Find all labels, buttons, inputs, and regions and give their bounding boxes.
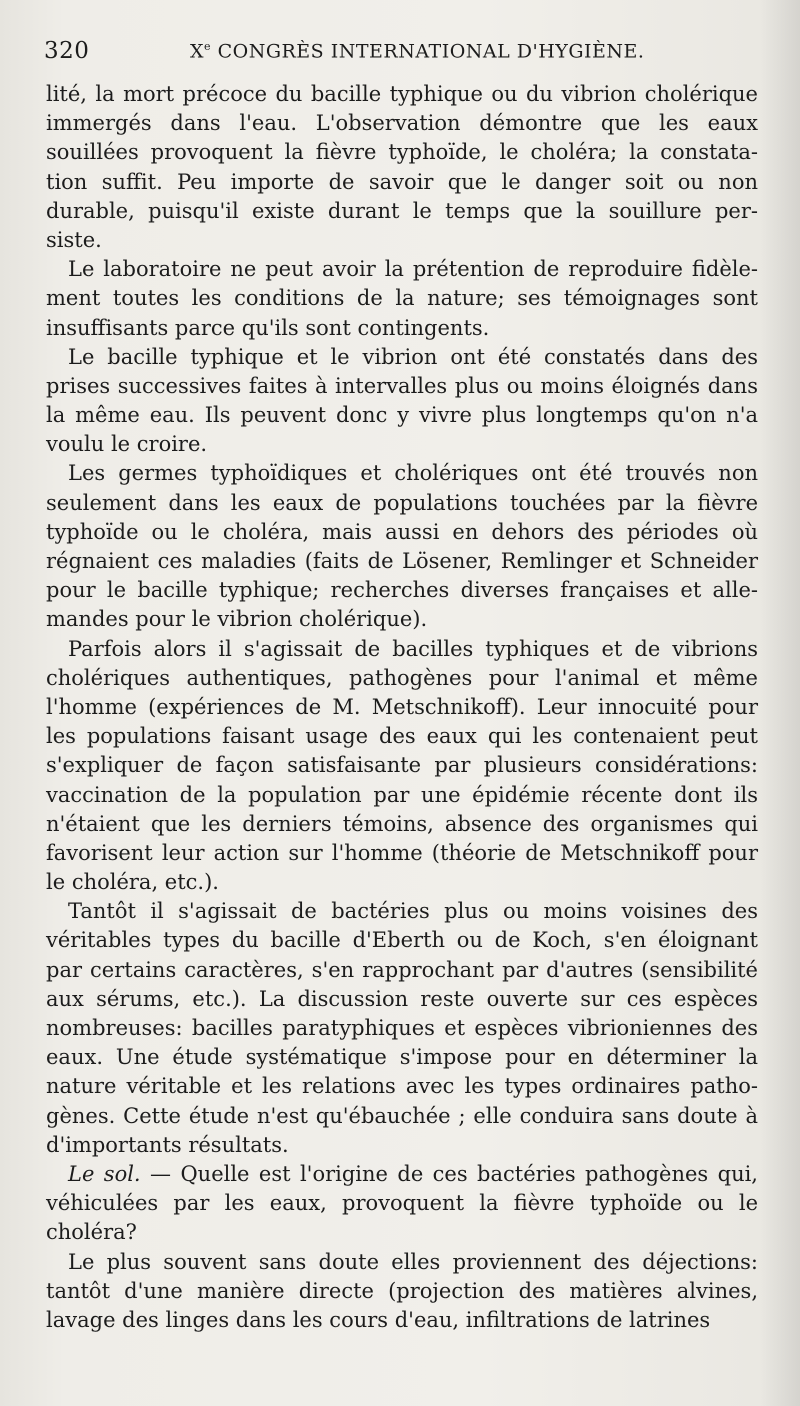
- text-line: aux sérums, etc.). La discussion reste ouverte sur ces espèces: [46, 986, 758, 1011]
- text-line: nature véritable et les relations avec les types ordinaires patho-: [46, 1074, 758, 1099]
- text-line: pour le bacille typhique; recherches diverses françaises et alle-: [46, 578, 758, 603]
- text-line: Tantôt il s'agissait de bactéries plus ou moins voisines des: [68, 899, 758, 924]
- text-line: voulu le croire.: [46, 432, 208, 457]
- section-title: Le sol.: [68, 1161, 141, 1186]
- text-line: le choléra, etc.).: [46, 870, 219, 895]
- text-line: insuffisants parce qu'ils sont contingents.: [46, 315, 490, 340]
- text-line: lavage des linges dans les cours d'eau, infiltrations de latrines: [46, 1307, 711, 1332]
- paragraph: [46, 1160, 758, 1248]
- running-head: [190, 40, 644, 62]
- text-line: tantôt d'une manière directe (projection des matières alvines,: [46, 1278, 758, 1303]
- text-line: les populations faisant usage des eaux qui les contenaient peut: [46, 724, 758, 749]
- text-line: régnaient ces maladies (faits de Lösener, Remlinger et Schneider: [46, 549, 758, 573]
- text-line: choléra?: [46, 1220, 137, 1245]
- paragraph: [46, 343, 758, 460]
- text-line: [46, 1160, 758, 1189]
- text-line: Le plus souvent sans doute elles proviennent des déjections:: [68, 1249, 758, 1274]
- text-line: s'expliquer de façon satisfaisante par plusieurs considérations:: [46, 753, 758, 778]
- text-line: Le bacille typhique et le vibrion ont été constatés dans des: [68, 344, 758, 369]
- text-line: l'homme (expériences de M. Metschnikoff). Leur innocuité pour: [46, 694, 758, 719]
- running-head-sup: e: [204, 40, 212, 53]
- text-line: véritables types du bacille d'Eberth ou de Koch, s'en éloignant: [46, 928, 758, 953]
- text-line: la même eau. Ils peuvent donc y vivre plus longtemps qu'on n'a: [46, 403, 758, 428]
- text-line: Le laboratoire ne peut avoir la prétention de reproduire fidèle-: [68, 257, 758, 282]
- text-line: d'importants résultats.: [46, 1132, 289, 1157]
- text-line: eaux. Une étude systématique s'impose pour en déterminer la: [46, 1045, 758, 1070]
- page-number: 320: [44, 38, 90, 64]
- text-line: seulement dans les eaux de populations touchées par la fièvre: [46, 490, 758, 515]
- running-head-text: CONGRÈS INTERNATIONAL D'HYGIÈNE.: [211, 40, 645, 63]
- text-line: lité, la mort précoce du bacille typhique ou du vibrion cholérique: [46, 82, 758, 106]
- paragraph: [46, 80, 758, 255]
- text-line: véhiculées par les eaux, provoquent la fièvre typhoïde ou le: [46, 1191, 758, 1216]
- text-line: Parfois alors il s'agissait de bacilles typhiques et de vibrions: [68, 636, 758, 661]
- text-line: gènes. Cette étude n'est qu'ébauchée ; elle conduira sans doute à: [46, 1103, 758, 1128]
- text-line: vaccination de la population par une épidémie récente dont ils: [46, 782, 758, 807]
- text-line: favorisent leur action sur l'homme (théorie de Metschnikoff pour: [46, 840, 758, 865]
- text-line: typhoïde ou le choléra, mais aussi en dehors des périodes où: [46, 519, 758, 544]
- paragraph: [46, 897, 758, 1160]
- text-line: n'étaient que les derniers témoins, absence des organismes qui: [46, 811, 758, 836]
- text-line: mandes pour le vibrion cholérique).: [46, 607, 428, 632]
- text-line: ment toutes les conditions de la nature; ses témoignages sont: [46, 286, 758, 311]
- text-line: nombreuses: bacilles paratyphiques et espèces vibrioniennes des: [46, 1016, 758, 1040]
- page-header: [44, 38, 760, 68]
- text-line: durable, puisqu'il existe durant le temps que la souillure per-: [46, 198, 758, 223]
- body-text: [46, 80, 758, 1335]
- text-line: par certains caractères, s'en rapprochant par d'autres (sensibilité: [46, 957, 758, 982]
- text-line: siste.: [46, 227, 102, 252]
- text-line: souillées provoquent la fièvre typhoïde, le choléra; la constata-: [46, 140, 758, 165]
- paragraph: [46, 459, 758, 634]
- line-text: — Quelle est l'origine de ces bactéries pathogènes qui,: [140, 1161, 758, 1186]
- text-line: tion suffit. Peu importe de savoir que le danger soit ou non: [46, 169, 758, 194]
- running-head-prefix: X: [190, 40, 205, 63]
- paragraph: [46, 255, 758, 343]
- page-edge-shadow: [760, 0, 800, 1406]
- text-line: prises successives faites à intervalles plus ou moins éloignés dans: [46, 373, 758, 398]
- paragraph: [46, 635, 758, 898]
- text-line: Les germes typhoïdiques et cholériques ont été trouvés non: [68, 461, 758, 486]
- text-line: cholériques authentiques, pathogènes pour l'animal et même: [46, 665, 758, 690]
- paragraph: [46, 1248, 758, 1336]
- text-line: immergés dans l'eau. L'observation démontre que les eaux: [46, 111, 758, 136]
